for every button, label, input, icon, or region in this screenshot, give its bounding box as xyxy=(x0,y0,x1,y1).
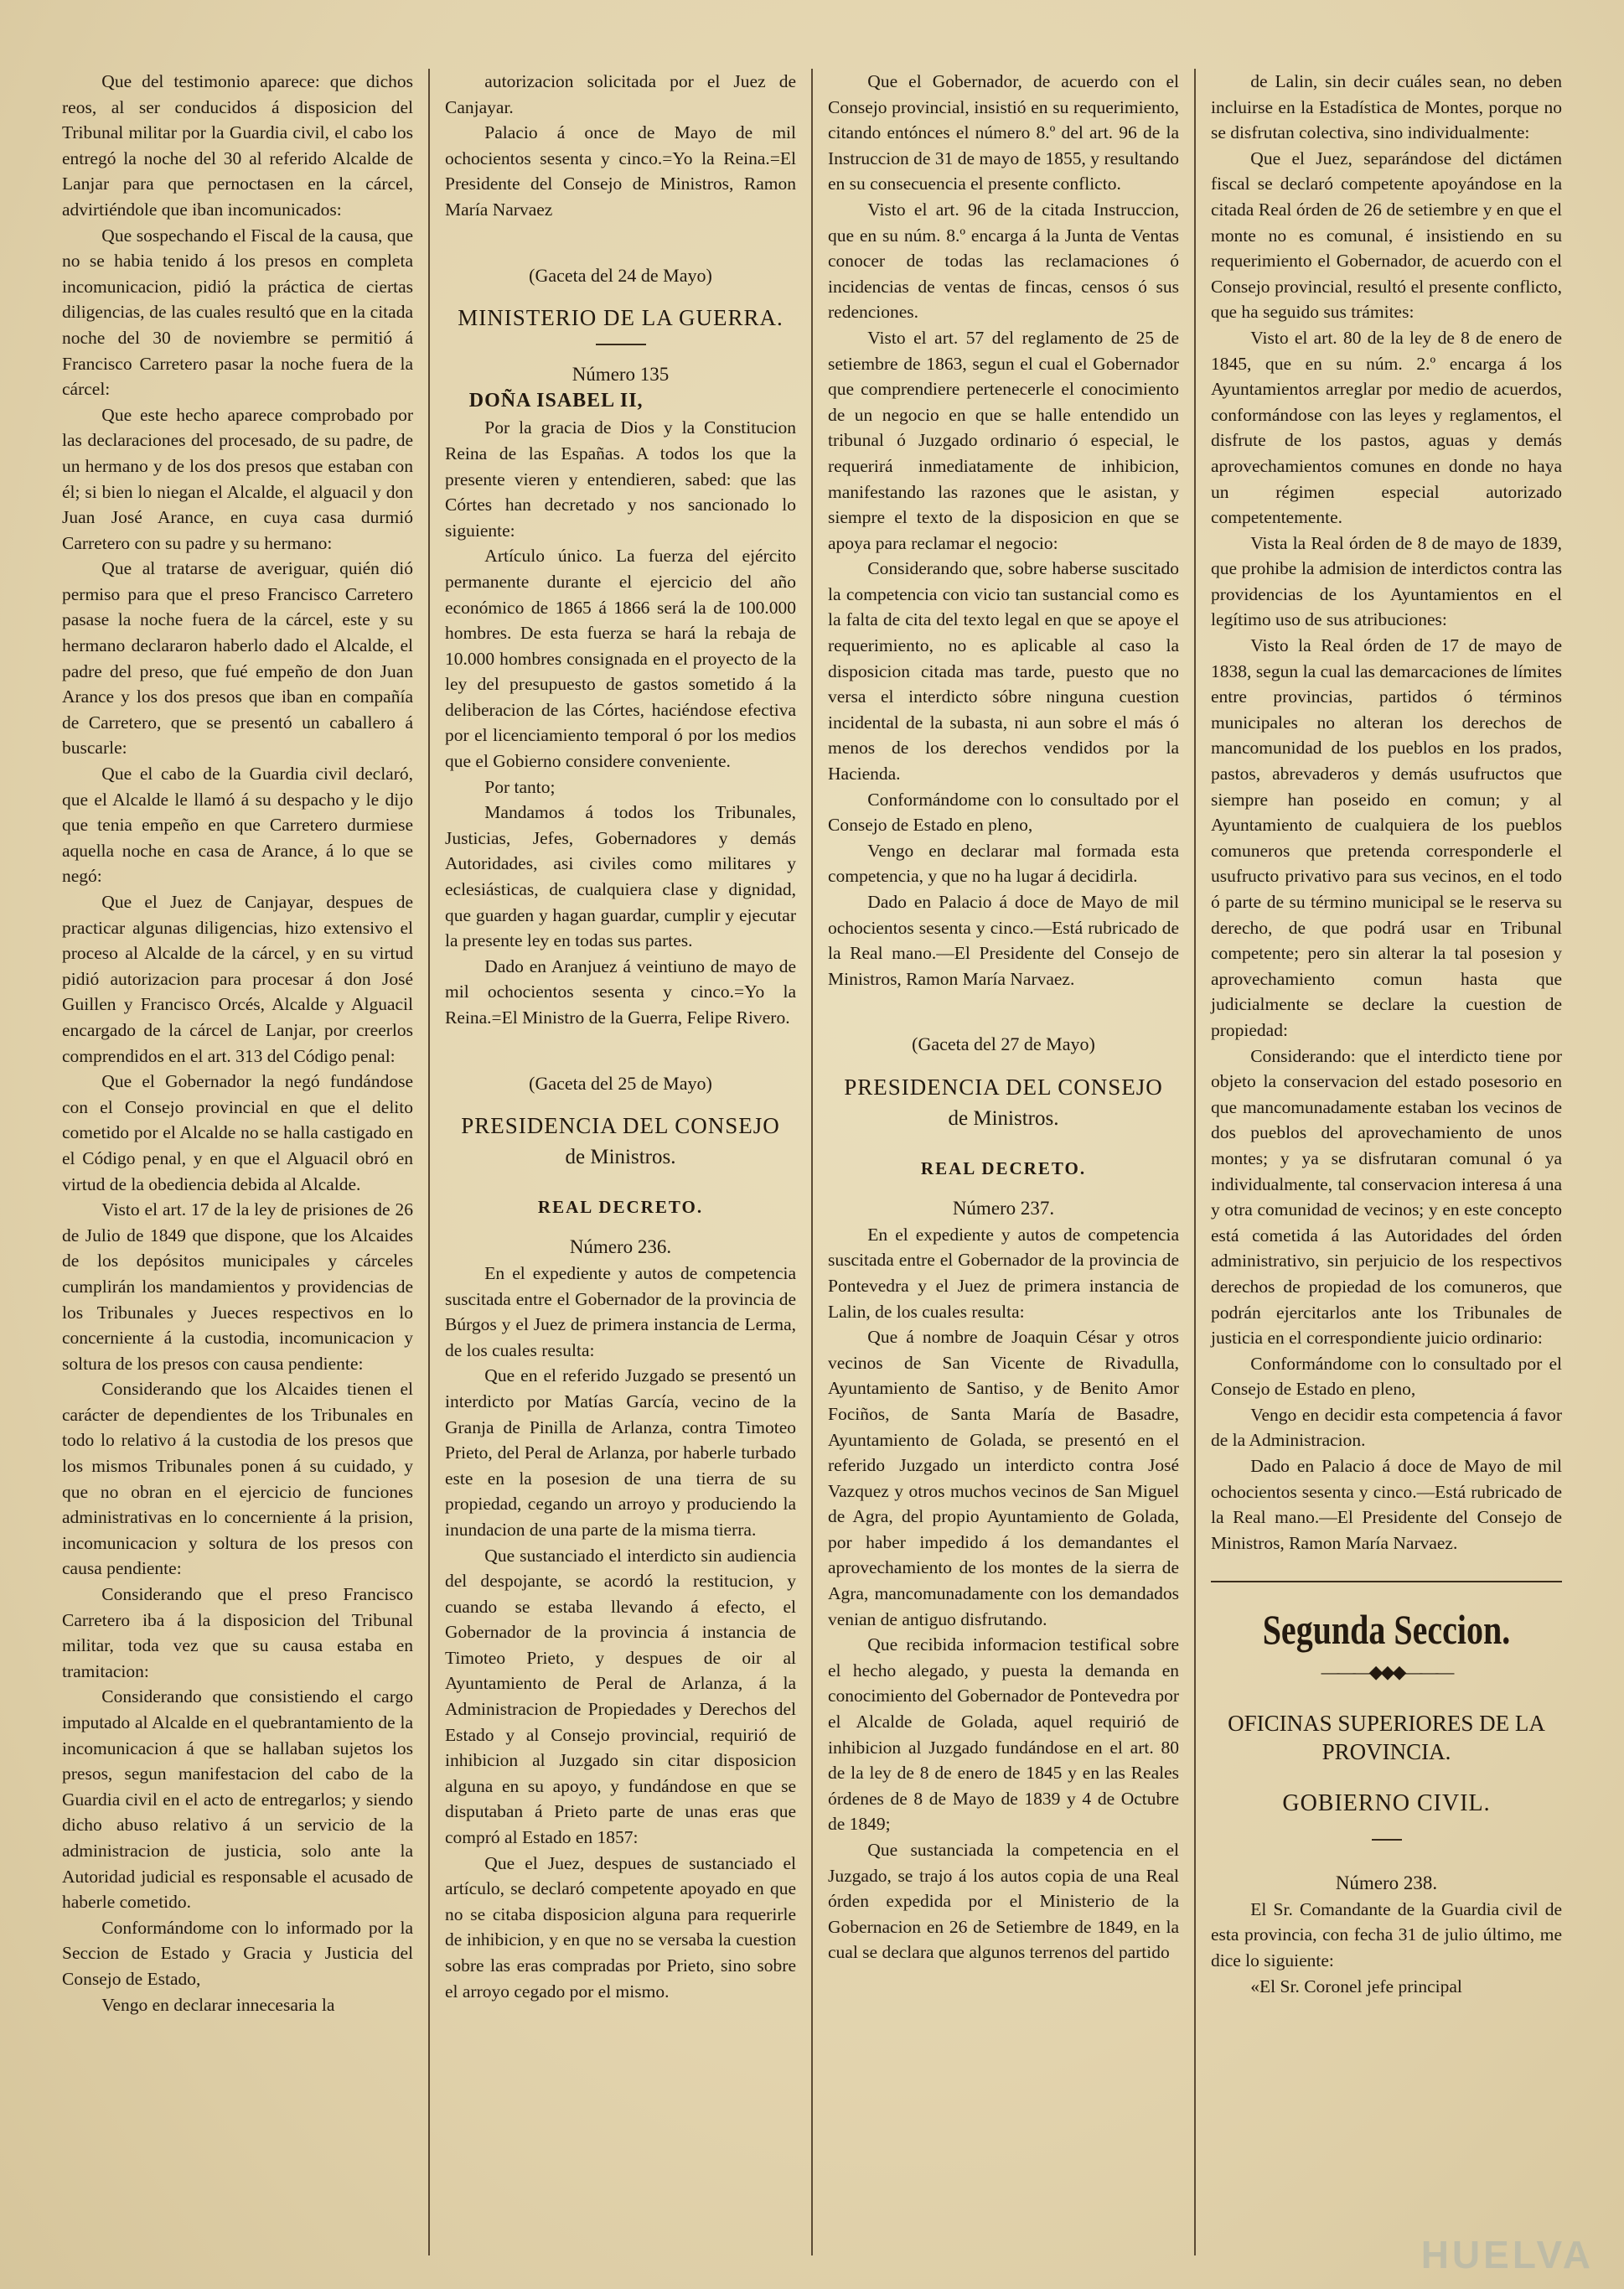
paragraph: Considerando: que el interdicto tiene por objeto la conservacion del estado posesorio en que mancomunadamente estaban los vecinos de dos pueblos del aprovechamiento de unos montes; y ya se disfrutaran comunal ó ya individualmente, tal conservacion interesa á una y otra comunidad de vecinos; y en este concepto está cometida á las Autoridades del órden administrativo, sin perjuicio de los respectivos derechos de propiedad de los comuneros, que podrán ejercitarlos ante los Tribunales de justicia en el correspondiente juicio ordinario: xyxy=(1211,1045,1562,1349)
presidency-heading: PRESIDENCIA DEL CONSEJO xyxy=(461,1113,780,1139)
paragraph: Considerando que los Alcaides tienen el carácter de dependientes de los Tribunales en todo lo relativo á la custodia de los presos que los mismos Tribunales ponen á su cuidado, y que no obran en el ejercicio de funciones administrativas en lo concerniente á la prision, incomunicacion y soltura de los presos con causa pendiente: xyxy=(62,1379,413,1579)
paragraph: Que el Juez de Canjayar, despues de practicar algunas diligencias, hizo extensivo el proceso al Alcalde de la cárcel, y en su virtud pidió autorizacion para procesar á don José Guillen y Francisco Orcés, Alcalde y Alguacil encargado de la cárcel de Lanjar, por creerlos comprendidos en el art. 313 del Código penal: xyxy=(62,892,413,1066)
paragraph: Visto el art. 57 del reglamento de 25 de setiembre de 1863, segun el cual el Gobernador que comprendiere pertenecerle el conocimiento de un negocio en que se halle entendido un tribunal ó Juzgado ordinario ó especial, le requerirá inmediatamente de inhibicion, manifestando las razones que le asistan, y siempre el texto de la disposicion en que se apoya para reclamar el negocio: xyxy=(828,327,1179,553)
gazette-date: (Gaceta del 27 de Mayo) xyxy=(912,1033,1095,1055)
paragraph: Que á nombre de Joaquin César y otros vecinos de San Vicente de Rivadulla, Ayuntamiento de Santiso, y de Benito Amor Fociños, de Santa María de Basadre, Ayuntamiento de Golada, se presentó en el referido Juzgado un interdicto contra José Vazquez y otros muchos vecinos de San Miguel de Agra, del propio Ayuntamiento de Golada, por haber impedido á los demandantes el aprovechamiento de los montes de la sierra de Agra, mancomunadamente con los demandados venian de antiguo disfrutando. xyxy=(828,1327,1179,1629)
paragraph: Que sospechando el Fiscal de la causa, que no se habia tenido á los presos en completa incomunicacion, pidió la práctica de ciertas diligencias, de las cuales resultó que en la citada noche del 30 de noviembre se permitió á Francisco Carretero pasar la noche fuera de la cárcel: xyxy=(62,225,413,400)
paragraph: Que en el referido Juzgado se presentó un interdicto por Matías García, vecino de la Granja de Pinilla de Arlanza, contra Timoteo Prieto, del Peral de Arlanza, por haberle turbado este en la posesion de una tierra de su propiedad, cegando un arroyo y produciendo la inundacion de una parte de la misma tierra. xyxy=(445,1365,796,1540)
gazette-date: (Gaceta del 24 de Mayo) xyxy=(529,264,712,286)
paragraph: Que del testimonio aparece: que dichos reos, al ser conducidos á disposicion del Tribunal militar por la Guardia civil, el cabo los entregó la noche del 30 al referido Alcalde de Lanjar para que pernoctasen en la cárcel, advirtiéndole que iban incomunicados: xyxy=(62,71,413,220)
column-2 xyxy=(428,69,811,2255)
offices-heading: OFICINAS SUPERIORES DE LA PROVINCIA. xyxy=(1228,1711,1545,1765)
paragraph: Dado en Aranjuez á veintiuno de mayo de mil ochocientos sesenta y cinco.=Yo la Reina.=El Ministro de la Guerra, Felipe Rivero. xyxy=(445,955,796,1028)
ministry-heading: MINISTERIO DE LA GUERRA. xyxy=(458,305,784,331)
paragraph: Que recibida informacion testifical sobre el hecho alegado, y puesta la demanda en conocimiento del Gobernador de Pontevedra por el Alcalde de Golada, aquel requirió de inhibicion al Juzgado fundándose en el art. 80 de la ley de 8 de enero de 1845 y en las Reales órdenes de 8 de Mayo de 1839 y 4 de Octubre de 1849; xyxy=(828,1634,1179,1835)
paragraph: autorizacion solicitada por el Juez de Canjayar. xyxy=(445,71,796,117)
paragraph: Que el Gobernador la negó fundándose con el Consejo provincial en que el delito cometido por el Alcalde no se halla castigado en el Código penal, y en que el Alguacil obró en virtud de la obediencia debida al Alcalde. xyxy=(62,1071,413,1194)
columns xyxy=(47,69,1577,2255)
paragraph: En el expediente y autos de competencia suscitada entre el Gobernador de la provincia de Pontevedra y el Juez de primera instancia de Lalin, de los cuales resulta: xyxy=(828,1224,1179,1322)
paragraph: Considerando que consistiendo el cargo imputado al Alcalde en el quebrantamiento de la incomunicacion á que se hallaban sujetos los presos, segun manifestacion del cabo de la Guardia civil en el acto de entregarlos; y siendo dicho abuso relativo á un servicio de la administracion de justicia, solo ante la Autoridad judicial es responsable el acusado de haberle cometido. xyxy=(62,1686,413,1913)
document-number: Número 236. xyxy=(569,1236,672,1258)
paragraph: Visto el art. 96 de la citada Instruccion, que en su núm. 8.º encarga á la Junta de Ventas conocer de todas las reclamaciones ó incidencias de ventas de fincas, censos ó sus redenciones. xyxy=(828,199,1179,323)
paragraph: Vengo en decidir esta competencia á favor de la Administracion. xyxy=(1211,1404,1562,1451)
document-number: Número 238. xyxy=(1335,1872,1438,1894)
paragraph: Dado en Palacio á doce de Mayo de mil ochocientos sesenta y cinco.—Está rubricado de la Real mano.—El Presidente del Consejo de Ministros, Ramon María Narvaez. xyxy=(828,892,1179,989)
presidency-subtitle: de Ministros. xyxy=(565,1146,676,1169)
paragraph: Conformándome con lo informado por la Seccion de Estado y Gracia y Justicia del Consejo de Estado, xyxy=(62,1917,413,1989)
column-3 xyxy=(811,69,1194,2255)
paragraph: Visto la Real órden de 17 de mayo de 1838, segun la cual las demarcaciones de límites entre provincias, partidos ó términos municipales no alteran los derechos de mancomunidad de los pueblos en los prados, pastos, abrevaderos y demás usufructos que siempre han poseido en comun; y al Ayuntamiento de cualquiera de los pueblos comuneros que pretenda corresponderle el usufructo privativo para sus vecinos, en el todo ó parte de su término municipal se le reserva su derecho, de que podrá usar en Tribunal competente; pero sin alterar la tal posesion y aprovechamiento comun hasta que judicialmente se declare la cuestion de propiedad: xyxy=(1211,635,1562,1040)
document-number: Número 237. xyxy=(952,1198,1055,1220)
paragraph: Conformándome con lo consultado por el Consejo de Estado en pleno, xyxy=(1211,1353,1562,1400)
ornament-divider: ———◆◆◆——— xyxy=(1321,1661,1452,1683)
divider xyxy=(596,344,646,345)
paragraph: Que el Juez, separándose del dictámen fiscal se declaró competente apoyándose en la citada Real órden de 26 de setiembre y en que el monte no es comunal, é insistiendo en su requerimiento el Gobernador, de acuerdo con el Consejo provincial, resultó el presente conflicto, que ha seguido sus trámites: xyxy=(1211,148,1562,323)
paragraph: Visto el art. 80 de la ley de 8 de enero de 1845, que en su núm. 2.º encarga á los Ayuntamientos arreglar por medio de acuerdos, conformándose con las leyes y reglamentos, el disfrute de los pastos, aguas y demás aprovechamientos comunes en donde no haya un régimen especial autorizado competentemente. xyxy=(1211,327,1562,528)
paragraph: Por tanto; xyxy=(484,776,556,797)
divider xyxy=(1211,1822,1562,1848)
section-heading: Segunda Seccion. xyxy=(1262,1606,1511,1654)
gazette-date: (Gaceta del 25 de Mayo) xyxy=(529,1072,712,1094)
paragraph: «El Sr. Coronel jefe principal xyxy=(1250,1976,1462,1996)
paragraph: Vengo en declarar innecesaria la xyxy=(101,1994,335,2015)
paragraph: Que sustanciada la competencia en el Juzgado, se trajo á los autos copia de una Real órden expedida por el Ministerio de la Gobernacion en 26 de Setiembre de 1849, en la cual se declara que algunos terrenos del partido xyxy=(828,1840,1179,1963)
paragraph: Mandamos á todos los Tribunales, Justicias, Jefes, Gobernadores y demás Autoridades, asi civiles como militares y eclesiásticas, de cualquiera clase y dignidad, que guarden y hagan guardar, cumplir y ejecutar la presente ley en todas sus partes. xyxy=(445,802,796,951)
section-divider xyxy=(1211,1581,1562,1582)
queen-heading: DOÑA ISABEL II, xyxy=(468,389,644,412)
paragraph: Considerando que, sobre haberse suscitado la competencia con vicio tan sustancial como es la falta de cita del texto legal en que se apoye el requerimiento, no es aplicable al caso la disposicion citada mas tarde, puesto que no versa el interdicto sóbre ninguna cuestion incidental de la subasta, ni aun sobre el más ó menos de los derechos vendidos por la Hacienda. xyxy=(828,558,1179,785)
archive-watermark: HUELVA xyxy=(1420,2233,1594,2276)
paragraph: En el expediente y autos de competencia suscitada entre el Gobernador de la provincia de Búrgos y el Juez de primera instancia de Lerma, de los cuales resulta: xyxy=(445,1262,796,1360)
civil-government-heading: GOBIERNO CIVIL. xyxy=(1282,1790,1491,1817)
paragraph: Vista la Real órden de 8 de mayo de 1839, que prohibe la admision de interdictos contra las providencias de los Ayuntamientos en el legítimo uso de sus atribuciones: xyxy=(1211,532,1562,630)
paragraph: de Lalin, sin decir cuáles sean, no deben incluirse en la Estadística de Montes, porque no se disfrutan colectiva, sino individualmente: xyxy=(1211,71,1562,143)
paragraph: Que al tratarse de averiguar, quién dió permiso para que el preso Francisco Carretero pasase la noche fuera de la cárcel, este y su hermano declararon haberlo dado el Alcalde, el padre del preso, que fué empeño de don Juan Arance y los dos presos que iban en compañía de Carretero, que se presentó un caballero á buscarle: xyxy=(62,558,413,759)
royal-decree-heading: REAL DECRETO. xyxy=(537,1196,704,1217)
royal-decree-heading: REAL DECRETO. xyxy=(920,1157,1087,1178)
paragraph: Considerando que el preso Francisco Carretero iba á la disposicion del Tribunal militar, toda vez que su causa estaba en tramitacion: xyxy=(62,1584,413,1681)
paragraph: Que este hecho aparece comprobado por las declaraciones del procesado, de su padre, de un hermano y de los dos presos que estaban con él; si bien lo niegan el Alcalde, el alguacil y don Juan José Arance, en cuya casa durmió Carretero con su padre y su hermano: xyxy=(62,404,413,553)
paragraph: Que el cabo de la Guardia civil declaró, que el Alcalde le llamó á su despacho y le dijo que tenia empeño en que Carretero durmiese aquella noche en casa de Arance, á lo que se negó: xyxy=(62,764,413,887)
document-number: Número 135 xyxy=(572,364,670,386)
presidency-heading: PRESIDENCIA DEL CONSEJO xyxy=(844,1074,1163,1100)
paragraph: El Sr. Comandante de la Guardia civil de esta provincia, con fecha 31 de julio último, me dice lo siguiente: xyxy=(1211,1898,1562,1971)
column-1 xyxy=(47,69,428,2255)
paragraph: Conformándome con lo consultado por el Consejo de Estado en pleno, xyxy=(828,789,1179,836)
column-4 xyxy=(1194,69,1577,2255)
paragraph: Palacio á once de Mayo de mil ochocientos sesenta y cinco.=Yo la Reina.=El Presidente del Consejo de Ministros, Ramon María Narvaez xyxy=(445,122,796,220)
paragraph: Vengo en declarar mal formada esta competencia, y que no ha lugar á decidirla. xyxy=(828,840,1179,887)
paragraph: Por la gracia de Dios y la Constitucion Reina de las Españas. A todos los que la presente vieren y entendieren, sabed: que las Córtes han decretado y nos sancionado lo siguiente: xyxy=(445,417,796,541)
paragraph: Que el Gobernador, de acuerdo con el Consejo provincial, insistió en su requerimiento, citando entónces el número 8.º del art. 96 de la Instruccion de 31 de mayo de 1855, y resultando en su consecuencia el presente conflicto. xyxy=(828,71,1179,194)
paragraph: Que el Juez, despues de sustanciado el artículo, se declaró competente apoyado en que no se citaba disposicion alguna para requerirle de inhibicion, y en que no se versaba la cuestion sobre las eras compradas por Prieto, sino sobre el arroyo cegado por el mismo. xyxy=(445,1852,796,2002)
paragraph: Que sustanciado el interdicto sin audiencia del despojante, se acordó la restitucion, y cuando se estaba llevando á efecto, el Gobernador de la provincia á instancia de Timoteo Prieto, y despues de oir al Ayuntamiento de Peral de Arlanza, á la Administracion de Propiedades y Derechos del Estado y al Consejo provincial, requirió de inhibicion al Juzgado sin citar disposicion alguna en su apoyo, y fundándose en que se disputaban á Prieto parte de unas eras que compró al Estado en 1857: xyxy=(445,1545,796,1848)
paragraph: Dado en Palacio á doce de Mayo de mil ochocientos sesenta y cinco.—Está rubricado de la Real mano.—El Presidente del Consejo de Ministros, Ramon María Narvaez. xyxy=(1211,1456,1562,1553)
paragraph: Artículo único. La fuerza del ejército permanente durante el ejercicio del año económico de 1865 á 1866 será la de 100.000 hombres. De esta fuerza se hará la rebaja de 10.000 hombres consignada en el proyecto de la ley del presupuesto de gastos sometido á la deliberacion de las Córtes, haciéndose efectiva por el licenciamiento temporal ó por los medios que el Gobierno considere conveniente. xyxy=(445,546,796,772)
presidency-subtitle: de Ministros. xyxy=(948,1106,1059,1130)
paragraph: Visto el art. 17 de la ley de prisiones de 26 de Julio de 1849 que dispone, que los Alcaides de los depósitos municipales y cárceles cumplirán los mandamientos y providencias de los Tribunales y Jueces respectivos en lo concerniente á la custodia, incomunicacion y soltura de los presos con causa pendiente: xyxy=(62,1199,413,1374)
